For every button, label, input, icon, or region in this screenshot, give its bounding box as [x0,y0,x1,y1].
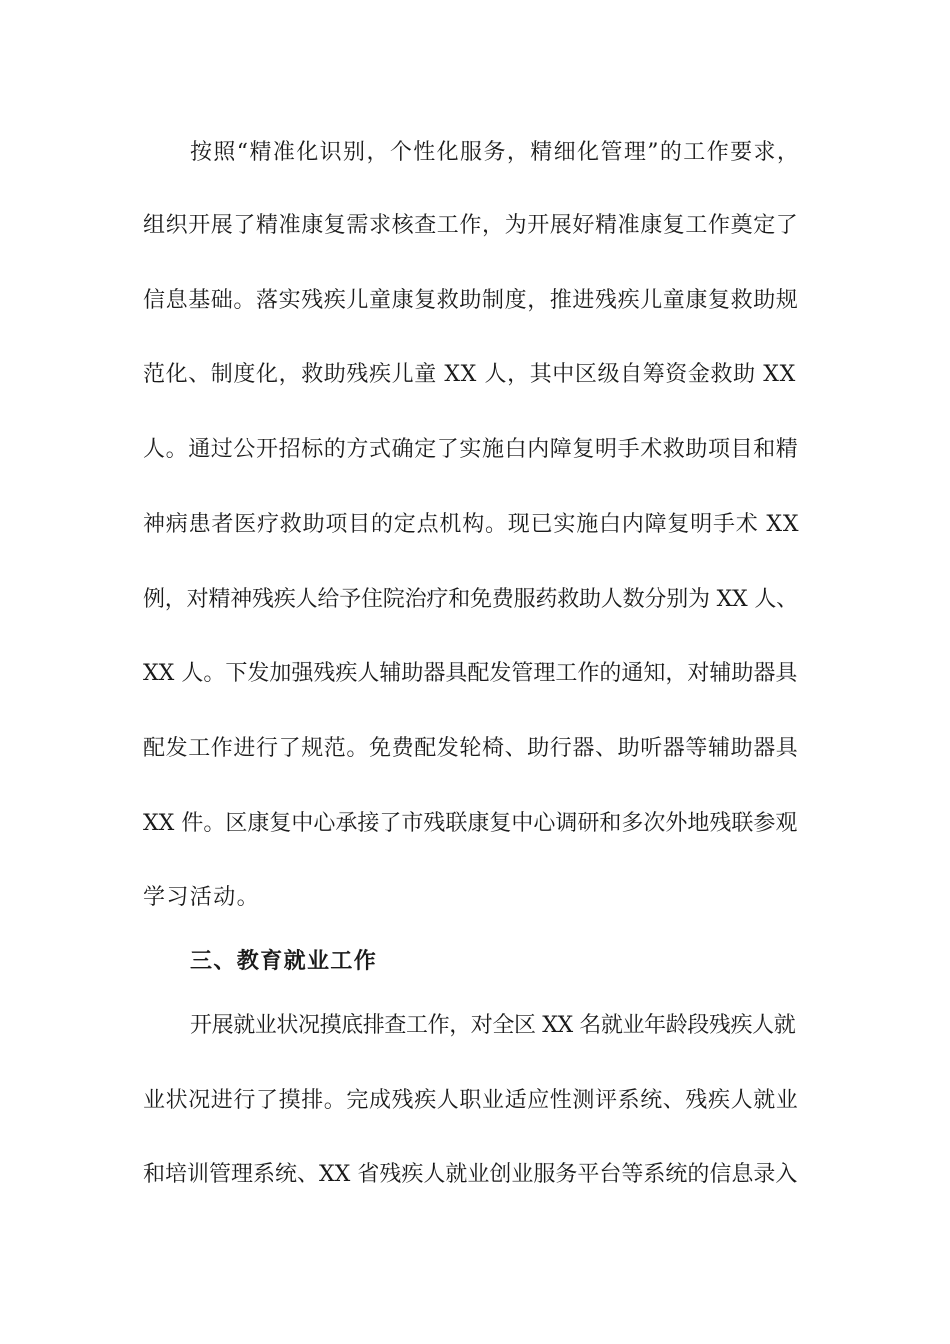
paragraph-line: 人。通过公开招标的方式确定了实施白内障复明手术救助项目和精 [143,437,799,462]
paragraph-line: 神病患者医疗救助项目的定点机构。现已实施白内障复明手术 XX [143,512,800,537]
paragraph-line: 业状况进行了摸排。完成残疾人职业适应性测评系统、残疾人就业 [143,1088,799,1113]
paragraph-line: XX 人。下发加强残疾人辅助器具配发管理工作的通知，对辅助器具 [143,661,798,686]
paragraph-line: 和培训管理系统、XX 省残疾人就业创业服务平台等系统的信息录入 [143,1162,798,1187]
paragraph-line: 组织开展了精准康复需求核查工作，为开展好精准康复工作奠定了 [143,213,799,238]
section-heading: 三、教育就业工作 [190,948,378,974]
paragraph-line: 开展就业状况摸底排查工作，对全区 XX 名就业年龄段残疾人就 [190,1013,796,1038]
paragraph-line: 按照“精准化识别，个性化服务，精细化管理”的工作要求， [190,140,801,165]
paragraph-line: 例，对精神残疾人给予住院治疗和免费服药救助人数分别为 XX 人、 [143,587,798,612]
paragraph-line: 范化、制度化，救助残疾儿童 XX 人，其中区级自筹资金救助 XX [143,362,796,387]
paragraph-line: 配发工作进行了规范。免费配发轮椅、助行器、助听器等辅助器具 [143,736,799,761]
paragraph-line: 信息基础。落实残疾儿童康复救助制度，推进残疾儿童康复救助规 [143,288,799,313]
paragraph-line: 学习活动。 [143,885,261,910]
paragraph-line: XX 件。区康复中心承接了市残联康复中心调研和多次外地残联参观 [143,811,798,836]
